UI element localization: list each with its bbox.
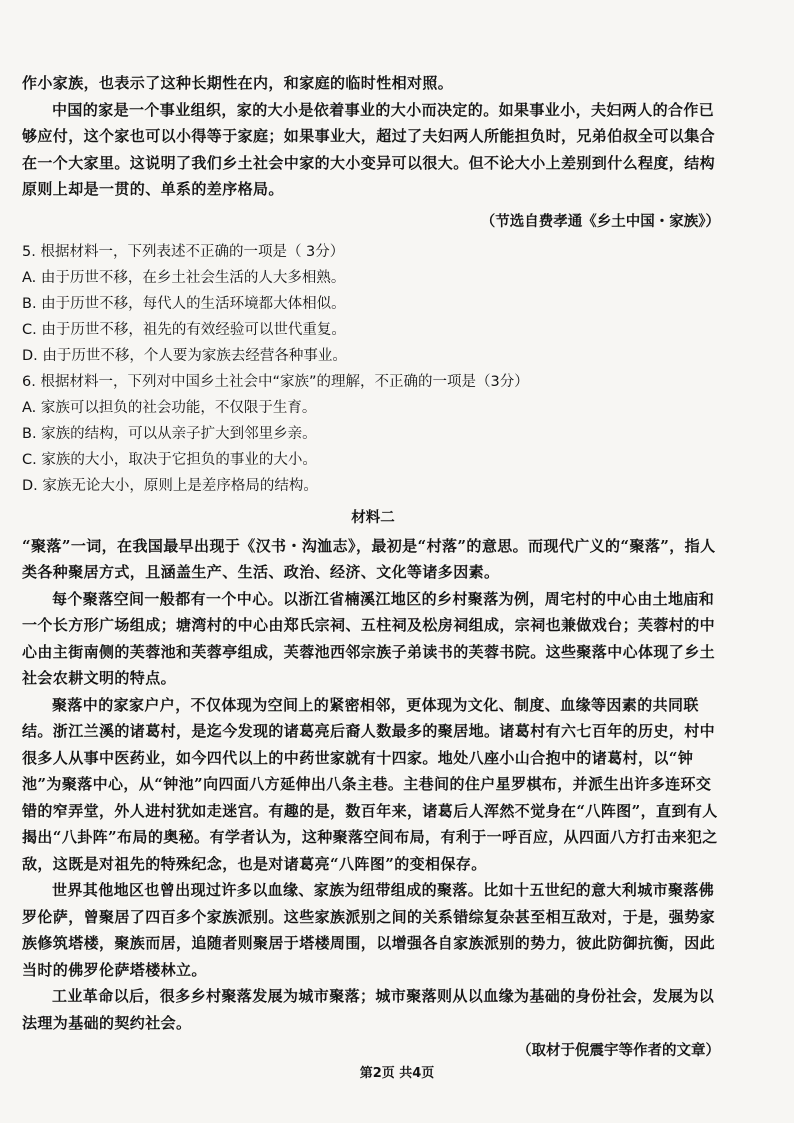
question-5-option-b: B. 由于历世不移，每代人的生活环境都大体相似。 [22, 295, 346, 312]
question-5 [22, 239, 724, 369]
material2-paragraph-3: 聚落中的家家户户，不仅体现为空间上的紧密相邻，更体现为文化、制度、血缘等因素的共同联结。浙江兰溪的诸葛村，是迄今发现的诸葛亮后裔人数最多的聚居地。诸葛村有六七百年的历史，村中很多人从事中医药业，如今四代以上的中药世家就有十四家。地处八座小山合抱中的诸葛村，以“钟池”为聚落中心，从“钟池”向四面八方延伸出八条主巷。主巷间的住户星罗棋布，并派生出许多连环交错的窄弄堂，外人进村犹如走迷宫。有趣的是，数百年来，诸葛后人浑然不觉身在“八阵图”，直到有人揭出“八卦阵”布局的奥秘。有学者认为，这种聚落空间布局，有利于一呼百应，从四面八方打击来犯之敌，这既是对祖先的特殊纪念，也是对诸葛亮“八阵图”的变相保存。 [22, 695, 718, 873]
material2-paragraph-4: 世界其他地区也曾出现过许多以血缘、家族为纽带组成的聚落。比如十五世纪的意大利城市聚落佛罗伦萨，曾聚居了四百多个家族派别。这些家族派别之间的关系错综复杂甚至相互敌对，于是，强势家族修筑塔楼，聚族而居，追随者则聚居于塔楼周围，以增强各自家族派别的势力，彼此防御抗衡，因此当时的佛罗伦萨塔楼林立。 [22, 881, 716, 979]
question-5-option-c: C. 由于历世不移，祖先的有效经验可以世代重复。 [22, 321, 346, 338]
material2-paragraph-1: “聚落”一词，在我国最早出现于《汉书・沟洫志》，最初是“村落”的意思。而现代广义的“聚落”，指人类各种聚居方式，且涵盖生产、生活、政治、经济、文化等诸多因素。 [22, 536, 716, 581]
page-number: 第2页 共4页 [359, 1066, 435, 1081]
question-6-option-b: B. 家族的结构，可以从亲子扩大到邻里乡亲。 [22, 425, 317, 442]
question-5-option-d: D. 由于历世不移，个人要为家族去经营各种事业。 [22, 347, 347, 364]
material2-paragraph-5: 工业革命以后，很多乡村聚落发展为城市聚落；城市聚落则从以血缘为基础的身份社会，发展为以法理为基础的契约社会。 [22, 987, 715, 1032]
question-6-option-c: C. 家族的大小，取决于它担负的事业的大小。 [22, 451, 317, 468]
material1-paragraph: 中国的家是一个事业组织，家的大小是依着事业的大小而决定的。如果事业小，夫妇两人的合作已够应付，这个家也可以小得等于家庭；如果事业大，超过了夫妇两人所能担负时，兄弟伯叔全可以集合在一个大家里。这说明了我们乡土社会中家的大小变异可以很大。但不论大小上差别到什么程度，结构原则上却是一贯的、单系的差序格局。 [22, 100, 716, 198]
material2 [22, 505, 724, 1065]
material2-heading: 材料二 [351, 508, 395, 526]
question-6 [22, 369, 724, 499]
question-5-stem: 5. 根据材料一，下列表述不正确的一项是（ 3分） [22, 243, 345, 260]
material1-source: （节选自费孝通《乡土中国・家族》） [480, 212, 720, 230]
material2-source: （取材于倪震宇等作者的文章） [517, 1042, 720, 1059]
material2-paragraph-2: 每个聚落空间一般都有一个中心。以浙江省楠溪江地区的乡村聚落为例，周宅村的中心由土地庙和一个长方形广场组成；塘湾村的中心由郑氏宗祠、五柱祠及松房祠组成，宗祠也兼做戏台；芙蓉村的中心由主街南侧的芙蓉池和芙蓉亭组成，芙蓉池西邻宗族子弟读书的芙蓉书院。这些聚落中心体现了乡土社会农耕文明的特点。 [22, 589, 716, 687]
question-5-option-a: A. 由于历世不移，在乡土社会生活的人大多相熟。 [22, 269, 346, 286]
question-6-stem: 6. 根据材料一，下列对中国乡土社会中“家族”的理解，不正确的一项是（3分） [22, 373, 529, 390]
question-6-option-a: A. 家族可以担负的社会功能，不仅限于生育。 [22, 399, 317, 416]
question-6-option-d: D. 家族无论大小，原则上是差序格局的结构。 [22, 477, 318, 494]
material1-continuation: 作小家族，也表示了这种长期性在内，和家庭的临时性相对照。 [22, 74, 454, 92]
